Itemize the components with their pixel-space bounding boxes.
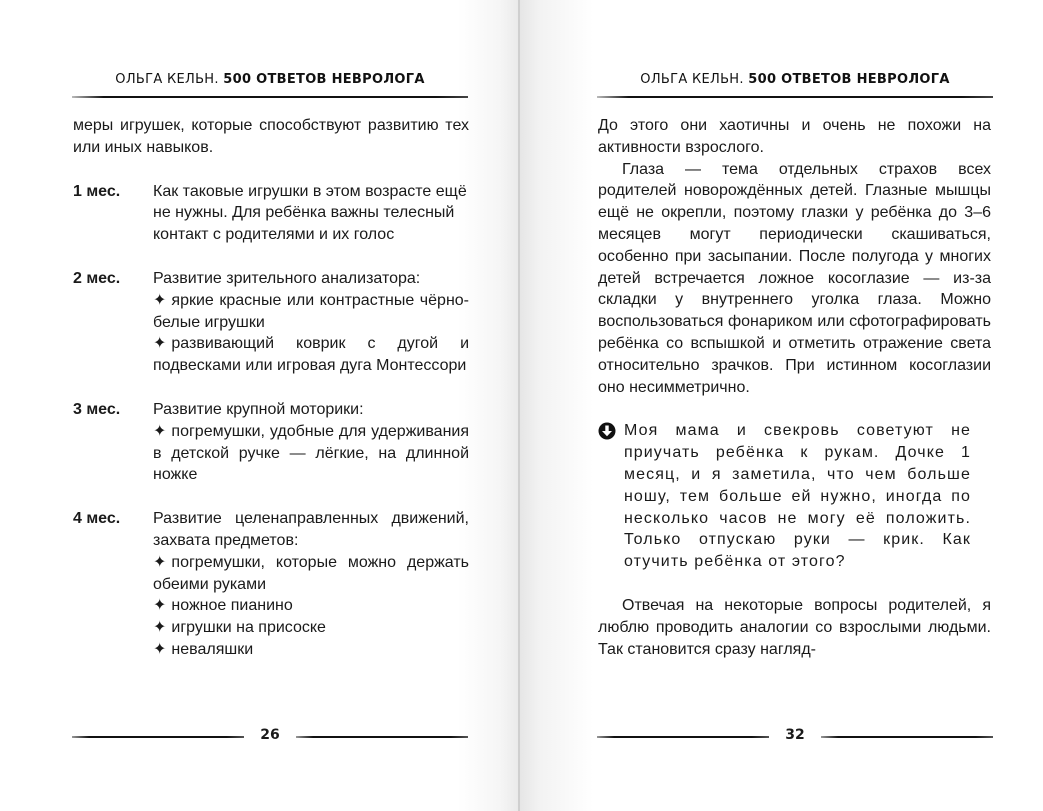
question-text: Моя мама и свекровь советуют не приучать ребёнка к рукам. Дочке 1 месяц, и я заметила, что чем больше ношу, тем больше ей нужно, иногда по несколько часов не могу её положить. Только отпускаю руки — крик. Как отучить ребёнка от этого? [624, 422, 971, 571]
star-bullet-icon: ✦ [153, 553, 167, 571]
author-name: ОЛЬГА КЕЛЬН. [640, 72, 744, 87]
bullet-item [153, 421, 469, 486]
month-entries [73, 181, 469, 661]
star-bullet-icon: ✦ [153, 422, 167, 440]
month-entry [73, 181, 469, 246]
month-entry [73, 399, 469, 486]
month-description [153, 181, 469, 246]
footer-rule-right [296, 736, 468, 738]
book-title: 500 ОТВЕТОВ НЕВРОЛОГА [748, 72, 950, 87]
bullet-text: погремушки, удобные для удерживания в детской ручке — лёгкие, на длинной ножке [153, 422, 469, 484]
book-title: 500 ОТВЕТОВ НЕВРОЛОГА [223, 72, 425, 87]
author-name: ОЛЬГА КЕЛЬН. [115, 72, 219, 87]
month-description [153, 508, 469, 661]
month-entry [73, 268, 469, 377]
bullet-item [153, 595, 469, 617]
bullet-text: ножное пианино [171, 597, 293, 615]
entry-text: Развитие зрительного анализатора: [153, 269, 421, 287]
bullet-item [153, 333, 469, 377]
page-number: 26 [260, 727, 280, 743]
intro-paragraph: меры игрушек, которые способствуют развитию тех или иных навыков. [73, 117, 469, 156]
star-bullet-icon: ✦ [153, 335, 167, 353]
month-label: 2 мес. [73, 269, 121, 287]
bullet-text: игрушки на присоске [171, 619, 326, 637]
page-footer [72, 727, 468, 747]
header-rule [597, 96, 993, 98]
bullet-text: развивающий коврик с дугой и подвесками или игровая дуга Монтессори [153, 335, 469, 375]
bullet-text: неваляшки [171, 640, 254, 658]
reader-question [598, 420, 991, 573]
left-page-text [73, 115, 469, 661]
page-number: 32 [785, 727, 805, 743]
answer-paragraph: Отвечая на некоторые вопросы родителей, я люблю проводить аналогии со взрослыми людьми. Так становится сразу нагляд- [598, 596, 991, 658]
entry-text: Как таковые игрушки в этом возрасте ещё не нужны. Для ребёнка важны телесный контакт с родителями и их голос [153, 182, 467, 244]
month-label: 3 мес. [73, 400, 121, 418]
entry-text: Развитие крупной моторики: [153, 400, 364, 418]
month-label: 4 мес. [73, 510, 121, 528]
bullet-text: погремушки, которые можно держать обеими руками [153, 553, 469, 593]
paragraph: Глаза — тема отдельных страхов всех родителей новорождённых детей. Глазные мышцы ещё не окрепли, поэтому глазки у ребёнка до 3–6 месяцев могут периодически скашиваться, особенно при засыпании. После полугода у многих детей встречается ложное косоглазие — из-за складки у внутреннего уголка глаза. Можно воспользоваться фонариком или сфотографировать ребёнка со вспышкой и отметить отражение света относительно зрачков. При истинном косоглазии оно несимметрично. [598, 160, 991, 396]
right-page-text [598, 115, 991, 660]
star-bullet-icon: ✦ [153, 619, 167, 637]
bullet-text: яркие красные или контрастные чёрно-белые игрушки [153, 291, 469, 331]
entry-text: Развитие целенаправленных движений, захвата предметов: [153, 510, 469, 549]
month-entry [73, 508, 469, 661]
running-head [597, 72, 993, 87]
star-bullet-icon: ✦ [153, 640, 167, 658]
footer-rule-right [821, 736, 993, 738]
arrow-down-circle-icon [598, 420, 624, 573]
bullet-item [153, 617, 469, 639]
page-footer [597, 727, 993, 747]
month-description [153, 268, 469, 377]
month-description [153, 399, 469, 486]
left-page [0, 0, 520, 811]
right-page [520, 0, 1043, 811]
month-label: 1 мес. [73, 182, 121, 200]
bullet-item [153, 290, 469, 334]
star-bullet-icon: ✦ [153, 291, 167, 309]
star-bullet-icon: ✦ [153, 597, 167, 615]
bullet-item [153, 639, 469, 661]
paragraph: До этого они хаотичны и очень не похожи на активности взрослого. [598, 117, 991, 156]
header-rule [72, 96, 468, 98]
bullet-item [153, 552, 469, 596]
running-head [72, 72, 468, 87]
